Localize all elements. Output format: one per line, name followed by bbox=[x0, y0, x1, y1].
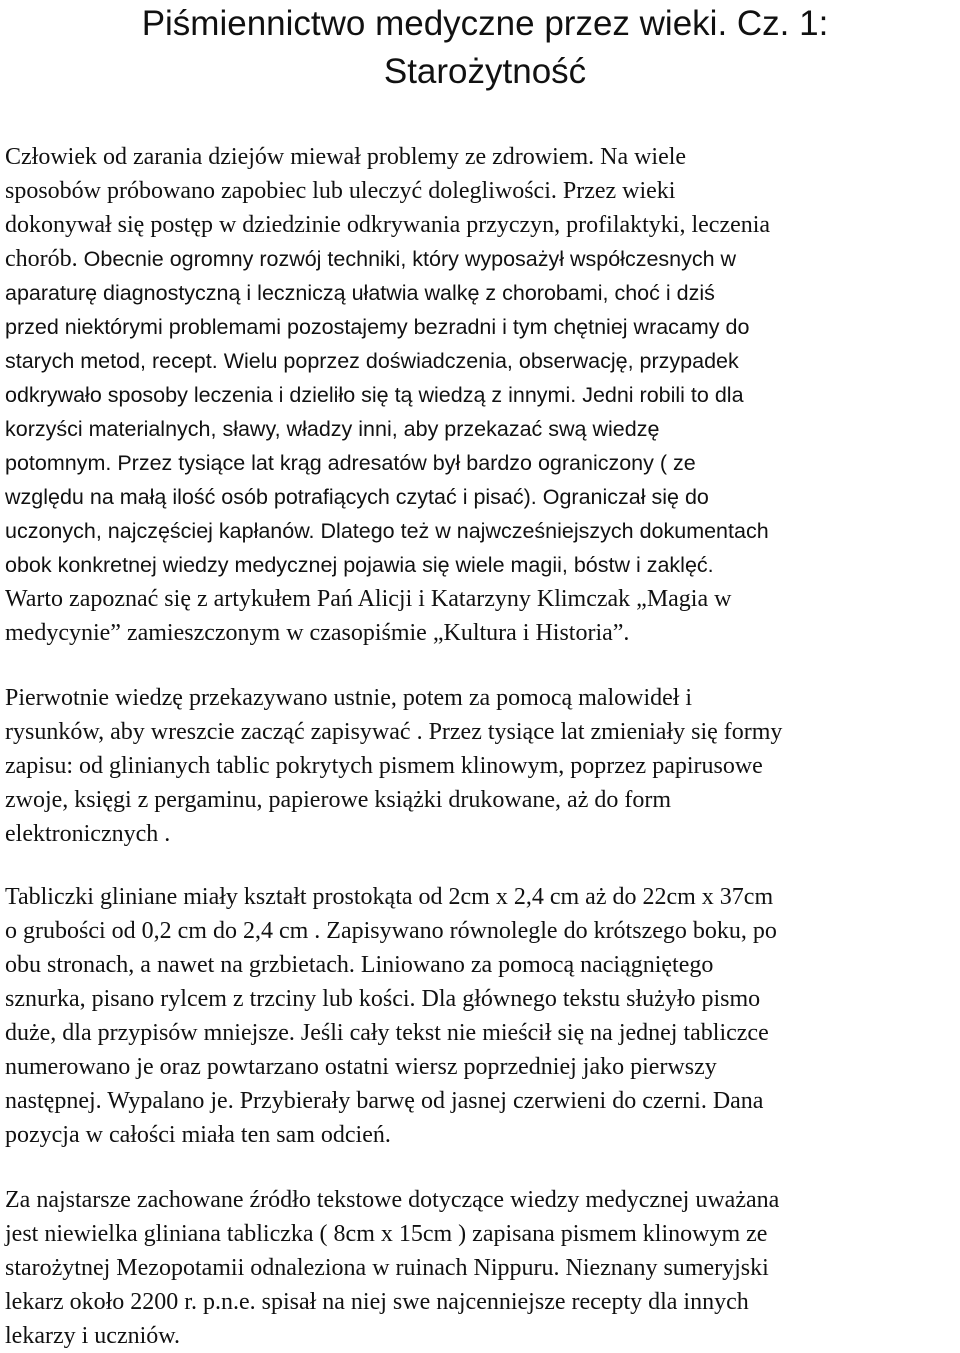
paragraph-clay-tablets bbox=[5, 880, 777, 1152]
text-segment: Obecnie ogromny rozwój techniki, który wyposażył współczesnych w bbox=[83, 247, 737, 271]
text-line bbox=[5, 681, 782, 715]
text-segment: Za najstarsze zachowane źródło tekstowe dotyczące wiedzy medycznej uważana bbox=[5, 1187, 780, 1213]
text-segment: Człowiek od zarania dziejów miewał problemy ze zdrowiem. Na wiele bbox=[5, 144, 687, 170]
text-segment: Warto zapoznać się z artykułem Pań Alicji i Katarzyny Klimczak „Magia w bbox=[5, 586, 732, 612]
text-line bbox=[5, 749, 782, 783]
text-segment: dokonywał się postęp w dziedzinie odkrywania przyczyn, profilaktyki, leczenia bbox=[5, 212, 771, 238]
text-line bbox=[5, 174, 770, 208]
text-line bbox=[5, 582, 770, 616]
text-segment: zwoje, księgi z pergaminu, papierowe książki drukowane, aż do form bbox=[5, 787, 671, 813]
text-segment: medycynie” zamieszczonym w czasopiśmie „Kultura i Historia”. bbox=[5, 620, 630, 646]
text-segment: aparaturę diagnostyczną i leczniczą ułatwia walkę z chorobami, choć i dziś bbox=[5, 281, 715, 305]
text-segment: sznurka, pisano rylcem z trzciny lub kości. Dla głównego tekstu służyło pismo bbox=[5, 986, 761, 1012]
text-line bbox=[5, 1285, 779, 1319]
text-line bbox=[5, 378, 770, 412]
text-line bbox=[5, 412, 770, 446]
paragraph-intro bbox=[5, 140, 770, 650]
text-segment: duże, dla przypisów mniejsze. Jeśli cały tekst nie mieścił się na jednej tabliczce bbox=[5, 1020, 769, 1046]
text-segment: o grubości od 0,2 cm do 2,4 cm . Zapisywano równolegle do krótszego boku, po bbox=[5, 918, 777, 944]
text-line bbox=[5, 1084, 777, 1118]
title-line-1: Piśmiennictwo medyczne przez wieki. Cz. 1: bbox=[141, 4, 829, 43]
paragraph-oldest-source bbox=[5, 1183, 779, 1353]
text-line bbox=[5, 276, 770, 310]
text-segment: potomnym. bbox=[5, 451, 118, 475]
page-title bbox=[60, 0, 910, 96]
text-segment: numerowano je oraz powtarzano ostatni wiersz poprzedniej jako pierwszy bbox=[5, 1054, 717, 1080]
paragraph-writing-forms bbox=[5, 681, 782, 851]
text-line bbox=[5, 548, 770, 582]
text-segment: rysunków, aby wreszcie zacząć zapisywać . Przez tysiące lat zmieniały się formy bbox=[5, 719, 783, 745]
text-line bbox=[5, 1118, 777, 1152]
text-segment: Pierwotnie wiedzę przekazywano ustnie, potem za pomocą malowideł i bbox=[5, 685, 693, 711]
text-line bbox=[5, 1251, 779, 1285]
text-line bbox=[5, 817, 782, 851]
text-segment: obok konkretnej wiedzy medycznej pojawia się wiele magii, bóstw i zaklęć. bbox=[5, 553, 714, 577]
text-segment: lekarzy i uczniów. bbox=[5, 1323, 181, 1349]
text-line bbox=[5, 914, 777, 948]
text-segment: przed niektórymi problemami pozostajemy bezradni i tym chętniej wracamy do bbox=[5, 315, 750, 339]
text-segment: odkrywało sposoby leczenia i dzieliło się tą wiedzą z innymi. bbox=[5, 383, 583, 407]
text-segment: sposobów próbowano zapobiec lub uleczyć dolegliwości. Przez wieki bbox=[5, 178, 676, 204]
text-line bbox=[5, 344, 770, 378]
text-line bbox=[5, 880, 777, 914]
text-line bbox=[5, 982, 777, 1016]
text-segment: obu stronach, a nawet na grzbietach. Liniowano za pomocą naciągniętego bbox=[5, 952, 714, 978]
text-segment: Jedni robili to dla bbox=[582, 383, 744, 407]
text-segment: korzyści materialnych, sławy, władzy inni, aby przekazać swą wiedzę bbox=[5, 417, 660, 441]
text-line bbox=[5, 242, 770, 276]
text-segment: starożytnej Mezopotamii odnaleziona w ruinach Nippuru. Nieznany sumeryjski bbox=[5, 1255, 769, 1281]
text-line bbox=[5, 208, 770, 242]
text-segment: lekarz około 2200 r. p.n.e. spisał na niej swe najcenniejsze recepty dla innych bbox=[5, 1289, 749, 1315]
text-line bbox=[5, 514, 770, 548]
text-line bbox=[5, 1016, 777, 1050]
text-segment: starych metod, recept. bbox=[5, 349, 224, 373]
text-line bbox=[5, 948, 777, 982]
text-segment: Wielu poprzez doświadczenia, obserwację, przypadek bbox=[223, 349, 739, 373]
text-line bbox=[5, 1319, 779, 1353]
text-segment: względu na małą ilość osób potrafiących czytać i pisać). bbox=[5, 485, 543, 509]
text-segment: Przez tysiące lat krąg adresatów był bardzo ograniczony ( ze bbox=[117, 451, 696, 475]
text-line bbox=[5, 616, 770, 650]
text-segment: następnej. Wypalano je. Przybierały barwę od jasnej czerwieni do czerni. Dana bbox=[5, 1088, 764, 1114]
text-segment: elektronicznych . bbox=[5, 821, 171, 847]
text-segment: zapisu: od glinianych tablic pokrytych pismem klinowym, poprzez papirusowe bbox=[5, 753, 763, 779]
text-line bbox=[5, 140, 770, 174]
text-line bbox=[5, 1050, 777, 1084]
text-segment: jest niewielka gliniana tabliczka ( 8cm x 15cm ) zapisana pismem klinowym ze bbox=[5, 1221, 768, 1247]
text-line bbox=[5, 480, 770, 514]
text-line bbox=[5, 446, 770, 480]
title-line-2: Starożytność bbox=[383, 52, 587, 91]
text-line bbox=[5, 1217, 779, 1251]
text-line bbox=[5, 715, 782, 749]
text-line bbox=[5, 1183, 779, 1217]
text-line bbox=[5, 310, 770, 344]
text-segment: Ograniczał się do bbox=[542, 485, 709, 509]
text-segment: pozycja w całości miała ten sam odcień. bbox=[5, 1122, 391, 1148]
text-line bbox=[5, 783, 782, 817]
text-segment: uczonych, najczęściej kapłanów. bbox=[5, 519, 321, 543]
text-segment: Tabliczki gliniane miały kształt prostokąta od 2cm x 2,4 cm aż do 22cm x 37cm bbox=[5, 884, 774, 910]
text-segment: chorób. bbox=[5, 246, 84, 272]
text-segment: Dlatego też w najwcześniejszych dokumentach bbox=[320, 519, 769, 543]
